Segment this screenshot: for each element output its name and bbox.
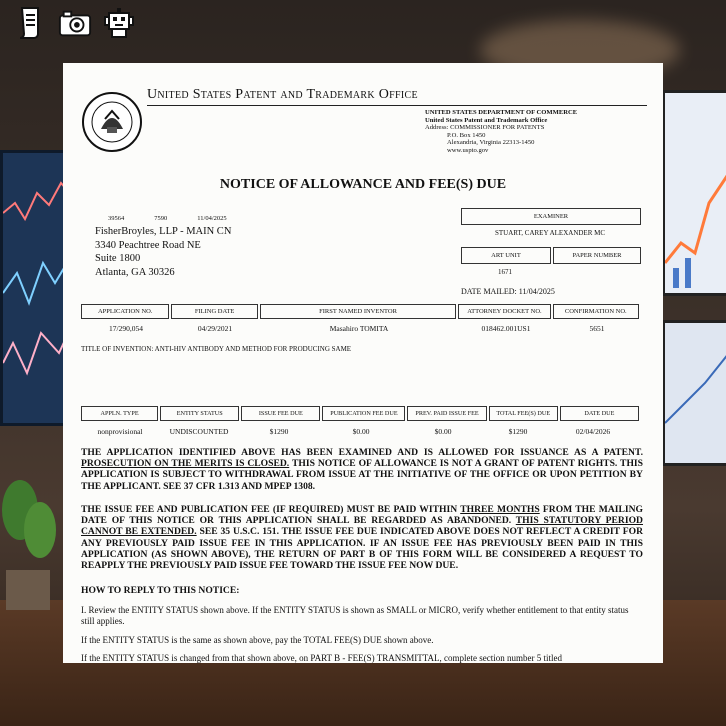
department-address [425,109,577,154]
camera-icon[interactable] [58,6,92,40]
paragraph-text: THE APPLICATION IDENTIFIED ABOVE HAS BEEN EXAMINED AND IS ALLOWED FOR ISSUANCE AS A PATENT. [81,447,643,458]
address-codes [108,215,227,222]
application-header-row [81,304,641,319]
examiner-label: EXAMINER [461,208,641,225]
application-value-row [81,324,641,333]
dept-line: www.uspto.gov [447,146,489,154]
reply-item: If the ENTITY STATUS is changed from that shown above, on PART B - FEE(S) TRANSMITTAL, complete section number 5 titled [81,653,562,663]
app-header-cell: FIRST NAMED INVENTOR [260,304,456,319]
address-line: Atlanta, GA 30326 [95,266,175,278]
address-line: FisherBroyles, LLP - MAIN CN [95,226,232,237]
correspondence-address [95,225,231,279]
fee-value-cell: UNDISCOUNTED [169,427,229,436]
app-value-cell: 17/290,054 [109,324,143,333]
dept-line: Alexandria, Virginia 22313-1450 [447,139,535,146]
address-line: Suite 1800 [95,253,141,264]
plant [0,470,62,610]
paragraph-emphasis: THREE MONTHS [460,504,540,515]
address-code: 7590 [154,215,168,222]
right-monitor-lower [662,320,726,466]
fee-header-cell: TOTAL FEE(S) DUE [489,406,558,421]
right-monitor [662,90,726,296]
fee-value-cell: $0.00 [352,427,370,436]
art-unit-label: ART UNIT [461,247,551,264]
robot-icon[interactable] [102,6,136,40]
paragraph-text: THIS NOTICE OF ALLOWANCE IS NOT A GRANT OF PATENT RIGHTS. THIS APPLICATION IS SUBJECT TO WITHDRAWAL FROM ISSUE AT THE INITIATIVE OF THE OFFICE OR UPON PETITION BY THE APPLICANT. SEE 37 CFR 1.313 AND MPEP 1308. [81,458,643,492]
date-mailed: DATE MAILED: 11/04/2025 [461,287,555,296]
paragraph-text: SEE 35 U.S.C. 151. THE ISSUE FEE DUE INDICATED ABOVE DOES NOT REFLECT A CREDIT FOR ANY PREVIOUSLY PAID ISSUE FEE IN THIS APPLICATION. IF AN ISSUE FEE HAS PREVIOUSLY BEEN PAID IN THIS APPLICATION (AS SHOWN ABOVE), THE RETURN OF PART B OF THIS FORM WILL BE CONSIDERED A REQUEST TO REAPPLY THE PREVIOUSLY PAID ISSUE FEE TOWARD THE ISSUE FEE NOW DUE. [81,526,643,572]
reply-item: I. Review the ENTITY STATUS shown above. If the ENTITY STATUS is shown as SMALL or MICRO, verify whether entitlement to that entity status still applies. [81,605,629,626]
reply-item: If the ENTITY STATUS is the same as shown above, pay the TOTAL FEE(S) DUE shown above. [81,635,434,645]
dept-line: UNITED STATES DEPARTMENT OF COMMERCE [425,109,578,116]
how-to-reply-heading: HOW TO REPLY TO THIS NOTICE: [81,585,240,596]
address-date: 11/04/2025 [197,215,227,222]
app-header-cell: APPLICATION NO. [81,304,169,319]
fee-header-cell: PREV. PAID ISSUE FEE [407,406,486,421]
app-header-cell: FILING DATE [171,304,257,319]
allowance-paragraph [81,447,643,492]
fee-value-cell: 02/04/2026 [575,427,611,436]
address-line: 3340 Peachtree Road NE [95,239,201,251]
fee-value-cell: $1290 [508,427,528,436]
document-icon[interactable] [14,6,48,40]
fee-header-row [81,406,641,421]
app-value-cell: 018462.001US1 [481,324,531,333]
fee-value-cell: $1290 [269,427,289,436]
fee-header-cell: PUBLICATION FEE DUE [322,406,405,421]
app-value-cell: 5651 [589,324,605,333]
dept-line: Address: COMMISSIONER FOR PATENTS [425,124,545,131]
paragraph-text: FROM THE MAILING DATE OF THIS NOTICE OR THIS APPLICATION SHALL BE REGARDED AS ABANDONED. [81,504,644,527]
dept-line: P.O. Box 1450 [447,131,486,139]
fee-value-row [81,427,641,436]
paper-number-label: PAPER NUMBER [553,247,641,264]
patent-notice-document [63,63,663,663]
customer-number: 39564 [108,215,125,222]
art-unit-value: 1671 [498,268,512,276]
fee-header-cell: ENTITY STATUS [160,406,239,421]
fee-header-cell: ISSUE FEE DUE [241,406,320,421]
app-header-cell: CONFIRMATION NO. [553,304,639,319]
fee-paragraph [81,504,643,571]
toolbar [14,6,136,40]
app-value-cell: Masahiro TOMITA [329,324,389,333]
fee-header-cell: DATE DUE [560,406,639,421]
office-title: United States Patent and Trademark Office [147,87,647,106]
fee-value-cell: $0.00 [434,427,452,436]
examiner-name: STUART, CAREY ALEXANDER MC [494,229,606,237]
fee-header-cell: APPLN. TYPE [81,406,158,421]
paragraph-emphasis: PROSECUTION ON THE MERITS IS CLOSED. [81,458,290,470]
fee-value-cell: nonprovisional [97,427,143,436]
app-header-cell: ATTORNEY DOCKET NO. [458,304,550,319]
notice-title: NOTICE OF ALLOWANCE AND FEE(S) DUE [219,177,507,192]
paragraph-emphasis: THIS STATUTORY PERIOD CANNOT BE EXTENDED. [81,515,643,538]
paragraph-text: THE ISSUE FEE AND PUBLICATION FEE (IF REQUIRED) MUST BE PAID WITHIN [81,504,461,515]
invention-title: TITLE OF INVENTION: ANTI-HIV ANTIBODY AND METHOD FOR PRODUCING SAME [81,345,352,353]
app-value-cell: 04/29/2021 [197,324,233,333]
uspto-seal-icon [81,91,143,153]
dept-line: United States Patent and Trademark Office [425,116,548,124]
